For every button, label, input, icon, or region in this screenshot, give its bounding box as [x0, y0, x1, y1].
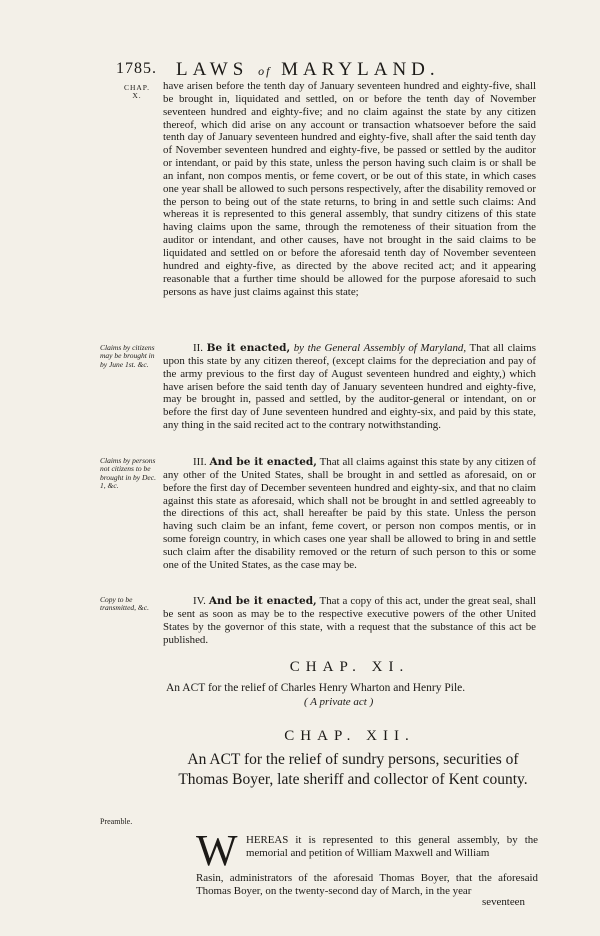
- margin-chapter-number: CHAP. X.: [123, 83, 151, 101]
- section-2-number: II.: [193, 342, 203, 354]
- drop-cap: W: [196, 826, 238, 875]
- section-4-text: That a copy of this act, under the great seal, shall be sent as soon as may be to the respective executive powers of the other United States by the governor of this state, with a request that the substance of this act be published.: [163, 595, 536, 646]
- preamble-text-b: Rasin, administrators of the aforesaid Thomas Boyer, that the aforesaid Thomas Boyer, on the twenty-second day of March, in the year: [196, 872, 538, 897]
- running-title: [176, 59, 440, 81]
- preamble-text-a: HEREAS it is represented to this general assembly, by the memorial and petition of William Maxwell and William: [246, 834, 538, 859]
- chapter-12-title-line-1: An ACT for the relief of sundry persons, securities of: [187, 751, 519, 768]
- catchword: seventeen: [482, 896, 525, 908]
- margin-note-claims-non-citizens: Claims by persons not citizens to be brought in by Dec. 1, &c.: [100, 456, 156, 491]
- section-4-enacting: And be it enacted,: [208, 595, 317, 607]
- running-title-maryland: MARYLAND.: [281, 59, 440, 80]
- section-3-text: That all claims against this state by any citizen of any other of the United States, shall be brought in and settled as aforesaid, on or before the first day of December seventeen hundred and eighty-six, and that no claim against this state as aforesaid, which shall not be brought in and settled agreeably to the directions of this act, shall hereafter be paid by this state. Unless the person having such claim be an infant, feme covert, or person non compos mentis, or in some foreign country, in which cases one year shall be allowed to bring in and settle such claim after the disability removed or the return of such person to this or some one of the United States, as the case may be.: [163, 456, 536, 571]
- running-title-of: of: [258, 64, 272, 78]
- margin-note-claims-citizens: Claims by citizens may be brought in by June 1st. &c.: [100, 343, 155, 369]
- section-2: [163, 342, 536, 432]
- section-2-assembly: by the General Assembly of Maryland,: [293, 342, 467, 354]
- paragraph-continuation: have arisen before the tenth day of January seventeen hundred and eighty-five, shall be brought in, liquidated and settled, on or before the tenth day of November seventeen hundred and eighty-five; and no claim against the state by any citizen thereof, which did arise on any account or transaction whatsoever before the said tenth day of January seventeen hundred and eighty-five, shall after the said tenth day of November seventeen hundred and eighty-five, be passed or settled by the auditor or intendant, or paid by this state, unless the person having such claim is or shall be an infant, non compos mentis, or feme covert, or be out of this state, in which cases one year shall be allowed to such persons respectively, after the disability removed or the person to being out of the state returns, to bring in and settle such claims: And whereas it is represented to this general assembly, that sundry citizens of this state having claims upon the same, through the remoteness of their situation from the auditor or intendant, and other causes, have not brought in the said claims to be liquidated and settled on or before the aforesaid tenth day of November seventeen hundred and eighty-five, as directed by the above recited act; and it appearing reasonable that a further time should be allowed for the purpose aforesaid to such persons as have just claims against this state;: [163, 80, 536, 298]
- section-2-enacting: Be it enacted,: [206, 342, 291, 354]
- chapter-11-private-note: ( A private act ): [304, 696, 374, 708]
- chapter-12-title-line-2: Thomas Boyer, late sheriff and collector of Kent county.: [178, 771, 528, 788]
- section-3: [163, 456, 536, 572]
- chapter-12-heading: CHAP. XII.: [284, 728, 415, 744]
- section-2-text: That all claims upon this state by any citizen thereof, (except claims for the depreciation and pay of the army previous to the first day of August seventeen hundred and eighty,) which have arisen before the said tenth day of January seventeen hundred and eighty-five, may be brought in, passed and settled, by the auditor-general or intendant, on or before the first day of June seventeen hundred and eighty-six, and paid by this state, any thing in the said recited act to the contrary notwithstanding.: [163, 342, 536, 432]
- margin-note-preamble: Preamble.: [100, 817, 133, 826]
- running-title-laws: LAWS: [176, 59, 249, 80]
- section-3-enacting: And be it enacted,: [209, 456, 317, 468]
- chapter-11-heading: CHAP. XI.: [289, 659, 410, 675]
- section-4-number: IV.: [193, 595, 206, 607]
- page-year: 1785.: [116, 60, 157, 77]
- section-3-number: III.: [193, 456, 207, 468]
- chapter-11-title: An ACT for the relief of Charles Henry Wharton and Henry Pile.: [166, 682, 466, 694]
- section-4: [163, 595, 536, 646]
- margin-note-copy-transmitted: Copy to be transmitted, &c.: [100, 595, 149, 613]
